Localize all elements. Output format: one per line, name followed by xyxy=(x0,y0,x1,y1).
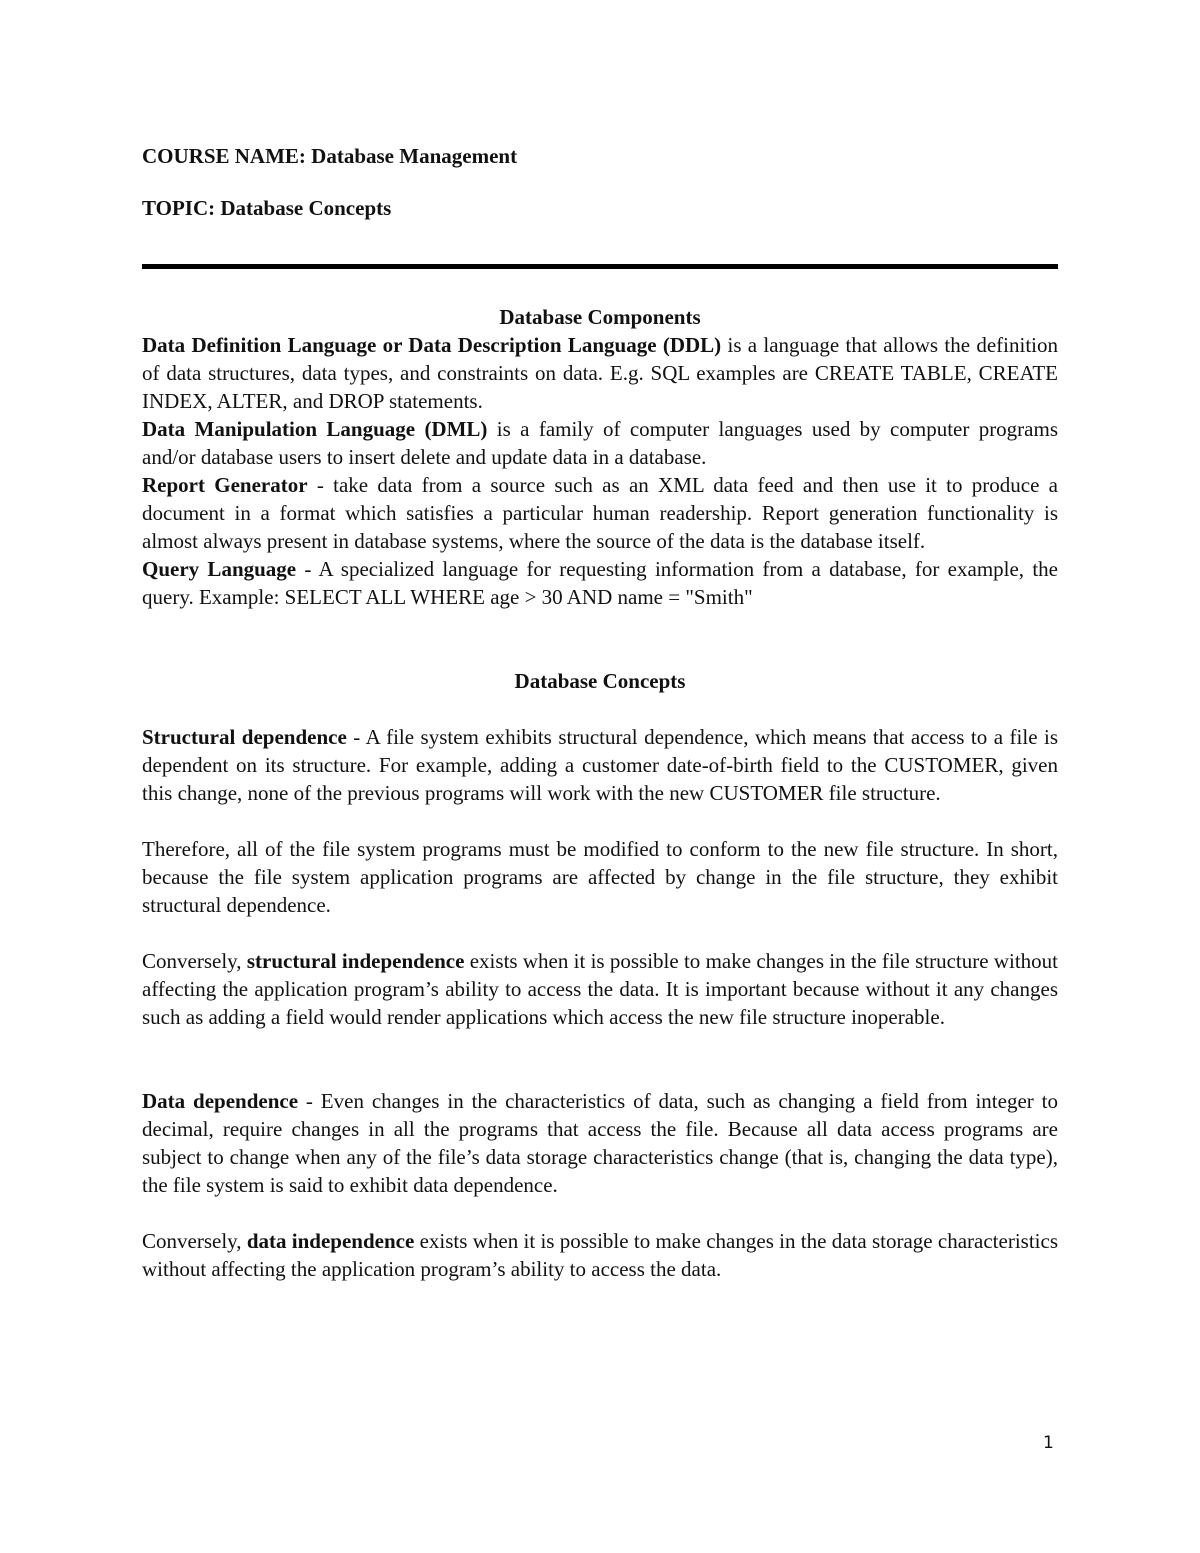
text-structural-independence: exists when it is possible to make changes in the file structure without affecting the application program’s ability to access the data. It is important because without it any changes such as adding a field would render applications which access the new file structure inoperable. xyxy=(142,949,1059,1029)
paragraph-therefore xyxy=(142,835,1058,919)
term-data-dependence: Data dependence xyxy=(142,1089,299,1113)
paragraph-data-independence xyxy=(142,1227,1058,1283)
text-therefore: Therefore, all of the file system programs must be modified to conform to the new file structure. In short, because the file system application programs are affected by change in the file structure, they exhibit structural dependence. xyxy=(142,837,1058,917)
term-dml: Data Manipulation Language (DML) xyxy=(142,417,488,441)
course-name-line xyxy=(142,138,1058,174)
paragraph-data-dependence xyxy=(142,1087,1058,1199)
term-ddl: Data Definition Language or Data Description Language (DDL) xyxy=(142,333,722,357)
paragraph-report-generator xyxy=(142,471,1058,555)
topic-line xyxy=(142,190,1058,226)
paragraph-structural-independence xyxy=(142,947,1058,1031)
text-ddl: is a language that allows the definition of data structures, data types, and constraints on data. E.g. SQL examples are CREATE TABLE, CREATE INDEX, ALTER, and DROP statements. xyxy=(142,333,1058,413)
text-conversely-1: Conversely, xyxy=(142,949,247,973)
text-query-language: - A specialized language for requesting information from a database, for example, the query. Example: SELECT ALL WHERE age > 30 AND name = "Smith" xyxy=(142,557,1058,609)
term-structural-dependence: Structural dependence xyxy=(142,725,347,749)
paragraph-query-language xyxy=(142,555,1058,611)
paragraph-dml xyxy=(142,415,1058,471)
topic-value: Database Concepts xyxy=(220,196,392,220)
text-dml: is a family of computer languages used by computer programs and/or database users to insert delete and update data in a database. xyxy=(142,417,1059,469)
horizontal-rule xyxy=(142,264,1058,269)
section-title-concepts: Database Concepts xyxy=(514,669,686,693)
paragraph-ddl xyxy=(142,331,1058,415)
text-data-dependence: - Even changes in the characteristics of data, such as changing a field from integer to decimal, require changes in all the programs that access the file. Because all data access programs are subject to change when any of the file’s data storage characteristics change (that is, changing the data type), the file system is said to exhibit data dependence. xyxy=(142,1089,1058,1197)
text-report-generator: - take data from a source such as an XML data feed and then use it to produce a document in a format which satisfies a particular human readership. Report generation functionality is almost always present in database systems, where the source of the data is the database itself. xyxy=(142,473,1058,553)
text-conversely-2: Conversely, xyxy=(142,1229,247,1253)
section-title-components: Database Components xyxy=(499,305,701,329)
page-number: 1 xyxy=(1043,1433,1054,1453)
topic-label: TOPIC: xyxy=(142,196,216,220)
term-query-language: Query Language xyxy=(142,557,297,581)
text-structural-dependence: - A file system exhibits structural dependence, which means that access to a file is dependent on its structure. For example, adding a customer date-of-birth field to the CUSTOMER, given this change, none of the previous programs will work with the new CUSTOMER file structure. xyxy=(142,725,1059,805)
text-data-independence: exists when it is possible to make changes in the data storage characteristics without affecting the application program’s ability to access the data. xyxy=(142,1229,1059,1281)
document-page xyxy=(142,138,1058,1283)
term-structural-independence: structural independence xyxy=(246,949,465,973)
paragraph-structural-dependence xyxy=(142,723,1058,807)
term-report-generator: Report Generator xyxy=(142,473,308,497)
term-data-independence: data independence xyxy=(246,1229,415,1253)
course-name-label: COURSE NAME: xyxy=(142,144,306,168)
course-name-value: Database Management xyxy=(311,144,518,168)
